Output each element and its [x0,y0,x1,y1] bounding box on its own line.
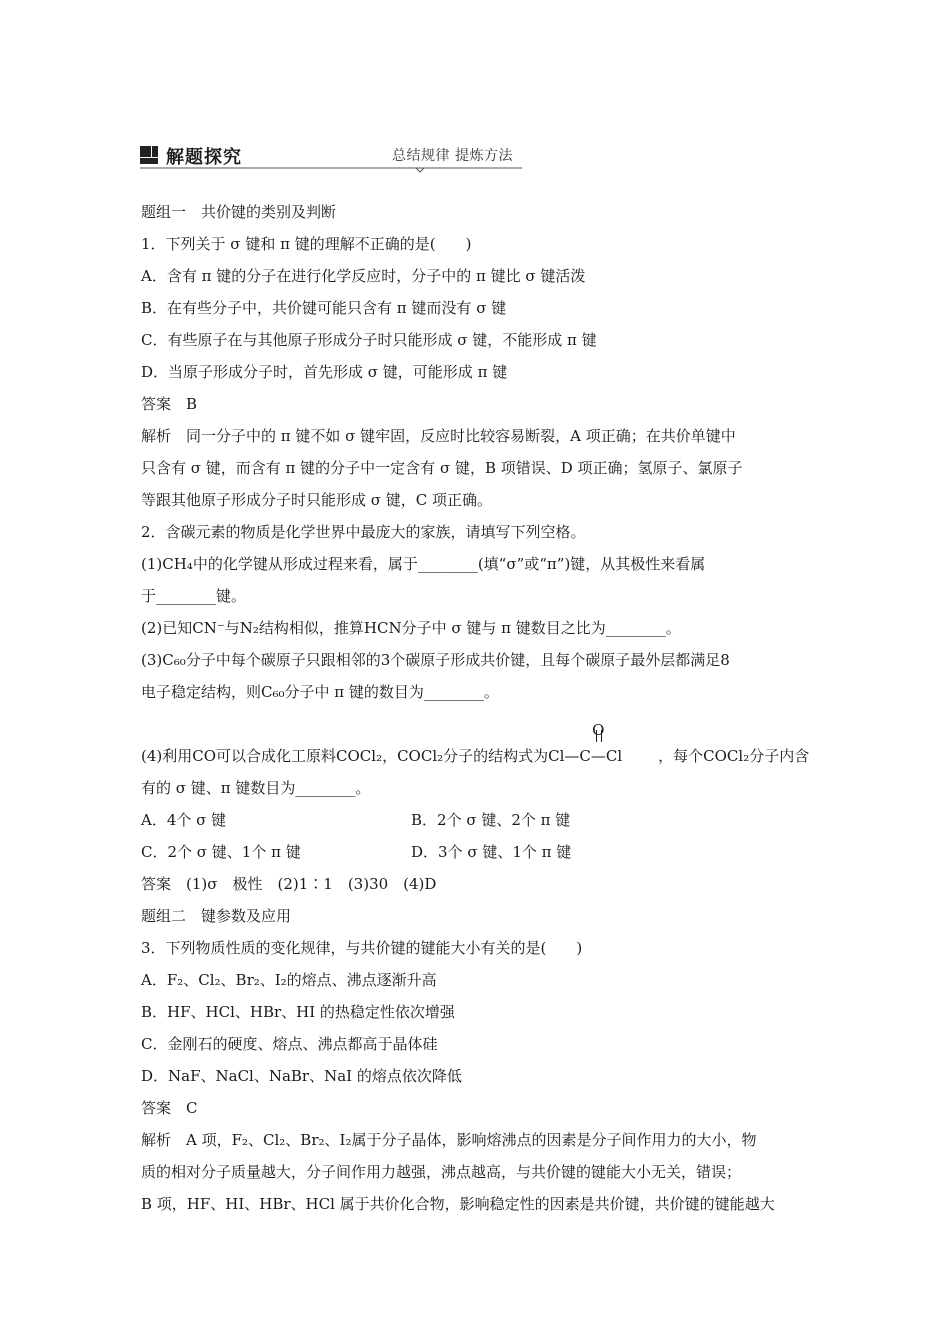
formula-spacer [141,708,811,740]
question-2-part-3-line-2: 电子稳定结构，则C₆₀分子中 π 键的数目为________。 [141,683,499,701]
cocl2-formula-chain: Cl—C—Cl [548,747,623,765]
explanation-3-line-2: 质的相对分子质量越大，分子间作用力越强，沸点越高，与共价键的键能大小无关，错误； [141,1163,742,1181]
section-header [140,144,522,172]
group-heading-1: 题组一 共价键的类别及判断 [141,203,337,221]
question-2-part-4-line-1 [141,721,811,772]
section-title: 解题探究 [166,147,242,168]
question-2-part-1-line-1: (1)CH₄中的化学键从形成过程来看，属于________(填“σ”或“π”)键，从其极性来看属 [141,555,706,573]
header-underline [140,166,522,174]
explanation-1-line-1: 解析 同一分子中的 π 键不如 σ 键牢固，反应时比较容易断裂，A 项正确；在共价单键中 [141,427,736,445]
explanation-1-line-2: 只含有 σ 键，而含有 π 键的分子中一定含有 σ 键，B 项错误、D 项正确；氢原子、氯原子 [141,459,743,477]
question-2-options-row-2 [141,836,811,868]
question-3-option-c: C．金刚石的硬度、熔点、沸点都高于晶体硅 [141,1035,438,1053]
question-2-option-b: B．2个 σ 键、2个 π 键 [411,811,571,829]
question-2-part-3-line-1: (3)C₆₀分子中每个碳原子只跟相邻的3个碳原子形成共价键，且每个碳原子最外层都满足8 [141,651,730,669]
cocl2-structural-formula [548,721,658,772]
question-2-option-d: D．3个 σ 键、1个 π 键 [411,843,572,861]
explanation-3-line-3: B 项，HF、HI、HBr、HCl 属于共价化合物，影响稳定性的因素是共价键，共价键的键能越大 [141,1195,775,1213]
question-1-option-a: A．含有 π 键的分子在进行化学反应时，分子中的 π 键比 σ 键活泼 [141,267,586,285]
answer-2: 答案 (1)σ 极性 (2)1∶1 (3)30 (4)D [141,875,437,893]
question-3: 3．下列物质性质的变化规律，与共价键的键能大小有关的是( ) [141,939,583,957]
carbonyl-oxygen: O [592,721,605,739]
explanation-1-line-3: 等跟其他原子形成分子时只能形成 σ 键，C 项正确。 [141,491,493,509]
section-marker-icon [140,146,158,164]
answer-1: 答案 B [141,395,198,413]
question-2-option-a: A．4个 σ 键 [141,811,227,829]
question-3-option-b: B．HF、HCl、HBr、HI 的热稳定性依次增强 [141,1003,455,1021]
question-1-option-c: C．有些原子在与其他原子形成分子时只能形成 σ 键，不能形成 π 键 [141,331,597,349]
question-2: 2．含碳元素的物质是化学世界中最庞大的家族，请填写下列空格。 [141,523,586,541]
question-2-part-4-text: (4)利用CO可以合成化工原料COCl₂，COCl₂分子的结构式为 [141,747,549,765]
question-2-option-c: C．2个 σ 键、1个 π 键 [141,843,301,861]
answer-3: 答案 C [141,1099,198,1117]
question-3-option-d: D．NaF、NaCl、NaBr、NaI 的熔点依次降低 [141,1067,462,1085]
question-1-option-d: D．当原子形成分子时，首先形成 σ 键，可能形成 π 键 [141,363,508,381]
question-2-part-4-text-end: ，每个COCl₂分子内含 [658,747,810,765]
question-2-part-2: (2)已知CN⁻与N₂结构相似，推算HCN分子中 σ 键与 π 键数目之比为________。 [141,619,681,637]
section-subtitle: 总结规律 提炼方法 [392,148,513,164]
explanation-3-line-1: 解析 A 项，F₂、Cl₂、Br₂、I₂属于分子晶体，影响熔沸点的因素是分子间作用力的大小，物 [141,1131,757,1149]
group-heading-2: 题组二 键参数及应用 [141,907,292,925]
content-body [141,196,811,1220]
question-3-option-a: A．F₂、Cl₂、Br₂、I₂的熔点、沸点逐渐升高 [141,971,437,989]
question-2-options-row-1 [141,804,811,836]
question-2-part-4-line-2: 有的 σ 键、π 键数目为________。 [141,779,371,797]
question-2-part-1-line-2: 于________键。 [141,587,247,605]
question-1-option-b: B．在有些分子中，共价键可能只含有 π 键而没有 σ 键 [141,299,507,317]
question-1: 1．下列关于 σ 键和 π 键的理解不正确的是( ) [141,235,472,253]
